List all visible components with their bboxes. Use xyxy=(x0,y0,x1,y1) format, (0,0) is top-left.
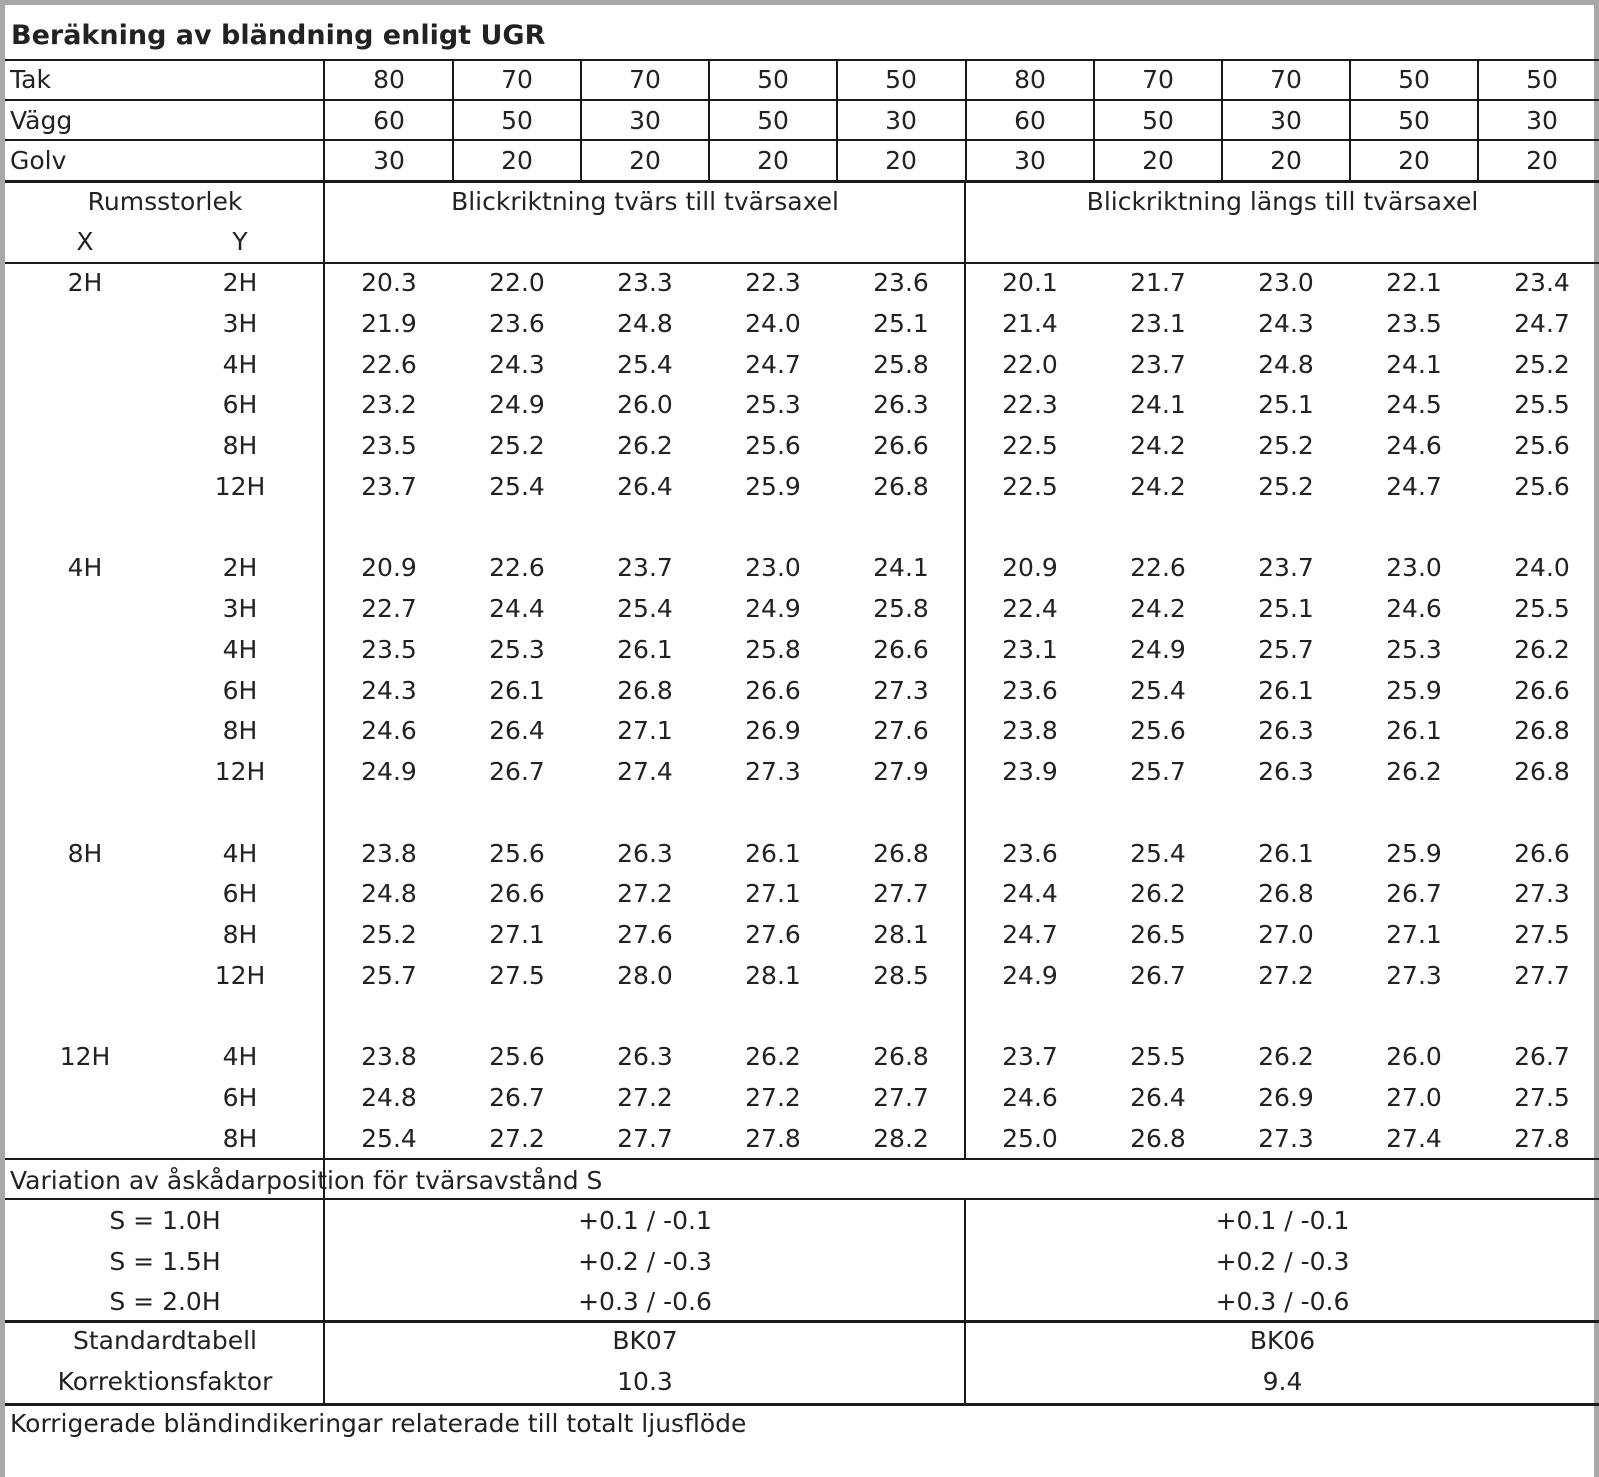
variation-along: +0.3 / -0.6 xyxy=(1215,1287,1350,1316)
room-y-value: 12H xyxy=(214,757,266,786)
spacing-value: S = 2.0H xyxy=(109,1287,221,1316)
ugr-value: 26.0 xyxy=(617,390,673,420)
ugr-value: 24.3 xyxy=(1258,308,1314,338)
ugr-value: 23.8 xyxy=(361,1042,417,1072)
room-y-value: 4H xyxy=(222,838,258,868)
ugr-value: 27.7 xyxy=(873,1083,929,1112)
room-x-value: 12H xyxy=(59,1042,111,1072)
ugr-value: 25.8 xyxy=(873,594,929,623)
ugr-value: 27.7 xyxy=(1514,960,1570,990)
tak-value: 70 xyxy=(501,65,533,94)
ugr-value: 23.0 xyxy=(745,553,801,583)
ugr-value: 26.5 xyxy=(1130,920,1186,949)
ugr-value: 26.2 xyxy=(1130,879,1186,909)
golv-value: 20 xyxy=(885,146,917,175)
ugr-value: 26.6 xyxy=(1514,838,1570,868)
room-y-value: 8H xyxy=(222,716,258,746)
ugr-value: 25.2 xyxy=(1258,431,1314,460)
ugr-value: 26.7 xyxy=(489,757,545,786)
ugr-value: 26.6 xyxy=(489,879,545,909)
ugr-value: 23.8 xyxy=(1002,716,1058,746)
ugr-value: 27.1 xyxy=(489,920,545,949)
ugr-value: 22.1 xyxy=(1386,268,1442,297)
ugr-value: 23.7 xyxy=(361,471,417,501)
room-y-value: 3H xyxy=(222,308,258,338)
ugr-value: 25.6 xyxy=(1514,431,1570,460)
ugr-value: 25.3 xyxy=(489,634,545,664)
ugr-value: 25.6 xyxy=(489,1042,545,1072)
ugr-value: 25.6 xyxy=(1130,716,1186,746)
golv-value: 20 xyxy=(1142,146,1174,175)
ugr-value: 24.2 xyxy=(1130,471,1186,501)
ugr-value: 24.6 xyxy=(1386,431,1442,460)
room-y-value: 12H xyxy=(214,471,266,501)
ugr-value: 26.8 xyxy=(1258,879,1314,909)
footer-note: Korrigerade bländindikeringar relaterade till totalt ljusflöde xyxy=(10,1409,747,1438)
room-x-label: X xyxy=(76,227,94,256)
vagg-value: 30 xyxy=(1270,106,1302,135)
ugr-value: 27.3 xyxy=(1386,960,1442,990)
ugr-value: 25.4 xyxy=(361,1123,417,1153)
ugr-value: 25.6 xyxy=(745,431,801,460)
ugr-value: 27.3 xyxy=(1514,879,1570,909)
room-y-value: 8H xyxy=(222,431,258,460)
ugr-value: 27.7 xyxy=(873,879,929,909)
ugr-value: 27.2 xyxy=(489,1123,545,1153)
ugr-value: 27.6 xyxy=(873,716,929,746)
ugr-value: 26.8 xyxy=(873,1042,929,1072)
ugr-value: 25.5 xyxy=(1130,1042,1186,1072)
correction-factor-across: 10.3 xyxy=(617,1367,673,1396)
ugr-value: 23.7 xyxy=(1002,1042,1058,1072)
ugr-value: 24.2 xyxy=(1130,431,1186,460)
room-y-value: 8H xyxy=(222,1123,258,1153)
ugr-value: 25.7 xyxy=(1130,757,1186,786)
ugr-value: 24.1 xyxy=(1130,390,1186,420)
room-y-value: 8H xyxy=(222,920,258,949)
ugr-value: 21.7 xyxy=(1130,268,1186,297)
ugr-value: 25.4 xyxy=(617,594,673,623)
ugr-value: 25.7 xyxy=(361,960,417,990)
room-x-value: 4H xyxy=(67,553,103,583)
room-y-value: 4H xyxy=(222,634,258,664)
ugr-value: 25.8 xyxy=(745,634,801,664)
ugr-value: 26.1 xyxy=(1258,675,1314,705)
room-y-value: 4H xyxy=(222,1042,258,1072)
ugr-value: 26.8 xyxy=(873,471,929,501)
vagg-value: 30 xyxy=(885,106,917,135)
ugr-value: 26.3 xyxy=(617,1042,673,1072)
ugr-value: 24.7 xyxy=(1514,308,1570,338)
direction-along-header: Blickriktning längs till tvärsaxel xyxy=(1086,187,1479,216)
ugr-value: 25.0 xyxy=(1002,1123,1058,1153)
ugr-value: 23.4 xyxy=(1514,268,1570,297)
ugr-value: 20.9 xyxy=(361,553,417,583)
ugr-value: 24.0 xyxy=(745,308,801,338)
ugr-value: 27.1 xyxy=(1386,920,1442,949)
room-size-label: Rumsstorlek xyxy=(87,187,243,216)
ugr-value: 26.2 xyxy=(1386,757,1442,786)
golv-value: 30 xyxy=(1014,146,1046,175)
ugr-value: 26.7 xyxy=(1130,960,1186,990)
ugr-value: 24.3 xyxy=(361,675,417,705)
standard-table-label: Standardtabell xyxy=(73,1326,257,1355)
ugr-value: 22.3 xyxy=(745,268,801,297)
ugr-value: 25.6 xyxy=(489,838,545,868)
ugr-value: 27.4 xyxy=(1386,1123,1442,1153)
spacing-value: S = 1.5H xyxy=(109,1246,221,1276)
vagg-value: 30 xyxy=(1526,106,1558,135)
tak-value: 50 xyxy=(757,65,789,94)
golv-value: 20 xyxy=(1398,146,1430,175)
golv-value: 30 xyxy=(373,146,405,175)
ugr-value: 24.4 xyxy=(489,594,545,623)
tak-value: 70 xyxy=(1142,65,1174,94)
ugr-value: 20.1 xyxy=(1002,268,1058,297)
ugr-value: 27.7 xyxy=(617,1123,673,1153)
ugr-value: 23.5 xyxy=(361,634,417,664)
ugr-value: 27.1 xyxy=(745,879,801,909)
ugr-value: 27.4 xyxy=(617,757,673,786)
ugr-value: 25.1 xyxy=(1258,390,1314,420)
ugr-value: 26.7 xyxy=(1514,1042,1570,1072)
ugr-value: 24.7 xyxy=(1386,471,1442,501)
tak-value: 50 xyxy=(1398,65,1430,94)
ugr-value: 26.8 xyxy=(1130,1123,1186,1153)
ugr-value: 26.8 xyxy=(1514,716,1570,746)
ugr-value: 26.4 xyxy=(1130,1083,1186,1112)
ugr-value: 27.0 xyxy=(1258,920,1314,949)
ugr-value: 26.6 xyxy=(1514,675,1570,705)
room-y-value: 12H xyxy=(214,960,266,990)
ugr-value: 22.3 xyxy=(1002,390,1058,420)
ugr-value: 22.5 xyxy=(1002,471,1058,501)
tak-label: Tak xyxy=(10,65,51,94)
ugr-value: 24.9 xyxy=(745,594,801,623)
ugr-value: 26.3 xyxy=(617,838,673,868)
ugr-value: 23.7 xyxy=(1258,553,1314,583)
variation-across: +0.1 / -0.1 xyxy=(578,1206,712,1235)
ugr-value: 25.9 xyxy=(1386,838,1442,868)
tak-value: 50 xyxy=(1526,65,1558,94)
ugr-value: 22.0 xyxy=(489,268,545,297)
correction-factor-label: Korrektionsfaktor xyxy=(57,1367,273,1396)
ugr-value: 25.6 xyxy=(1514,471,1570,501)
ugr-value: 27.5 xyxy=(1514,920,1570,949)
ugr-value: 23.2 xyxy=(361,390,417,420)
ugr-value: 24.7 xyxy=(1002,920,1058,949)
ugr-value: 25.9 xyxy=(745,471,801,501)
ugr-value: 20.3 xyxy=(361,268,417,297)
vagg-value: 50 xyxy=(1398,106,1430,135)
golv-value: 20 xyxy=(1270,146,1302,175)
ugr-value: 23.0 xyxy=(1386,553,1442,583)
ugr-value: 27.2 xyxy=(617,879,673,909)
ugr-value: 23.9 xyxy=(1002,757,1058,786)
ugr-value: 25.9 xyxy=(1386,675,1442,705)
ugr-value: 26.1 xyxy=(1386,716,1442,746)
ugr-value: 27.1 xyxy=(617,716,673,746)
spacing-value: S = 1.0H xyxy=(109,1206,221,1235)
ugr-value: 25.4 xyxy=(489,471,545,501)
ugr-value: 27.5 xyxy=(1514,1083,1570,1112)
ugr-value: 28.1 xyxy=(745,960,801,990)
ugr-value: 24.9 xyxy=(1002,960,1058,990)
ugr-value: 25.4 xyxy=(1130,838,1186,868)
ugr-value: 27.9 xyxy=(873,757,929,786)
ugr-value: 23.1 xyxy=(1130,308,1186,338)
golv-value: 20 xyxy=(501,146,533,175)
ugr-value: 25.4 xyxy=(1130,675,1186,705)
ugr-value: 26.3 xyxy=(1258,716,1314,746)
ugr-value: 23.7 xyxy=(1130,349,1186,379)
ugr-value: 24.0 xyxy=(1514,553,1570,583)
standard-table-across: BK07 xyxy=(612,1326,678,1355)
ugr-value: 24.8 xyxy=(361,1083,417,1112)
tak-value: 50 xyxy=(885,65,917,94)
ugr-value: 24.6 xyxy=(361,716,417,746)
ugr-value: 24.3 xyxy=(489,349,545,379)
ugr-value: 27.2 xyxy=(1258,960,1314,990)
ugr-value: 21.9 xyxy=(361,308,417,338)
ugr-value: 27.3 xyxy=(745,757,801,786)
ugr-value: 25.7 xyxy=(1258,634,1314,664)
ugr-value: 27.3 xyxy=(1258,1123,1314,1153)
ugr-value: 23.1 xyxy=(1002,634,1058,664)
vagg-value: 50 xyxy=(501,106,533,135)
ugr-value: 26.2 xyxy=(745,1042,801,1072)
tak-value: 80 xyxy=(373,65,405,94)
ugr-value: 22.4 xyxy=(1002,594,1058,623)
ugr-value: 26.7 xyxy=(489,1083,545,1112)
standard-table-along: BK06 xyxy=(1249,1326,1316,1355)
ugr-value: 24.9 xyxy=(489,390,545,420)
ugr-value: 25.2 xyxy=(361,920,417,949)
ugr-value: 24.7 xyxy=(745,349,801,379)
variation-label: Variation av åskådarposition för tvärsavstånd S xyxy=(10,1166,603,1195)
room-y-value: 4H xyxy=(222,349,258,379)
vagg-value: 30 xyxy=(629,106,661,135)
ugr-value: 25.3 xyxy=(1386,634,1442,664)
ugr-value: 23.5 xyxy=(1386,308,1442,338)
ugr-value: 22.6 xyxy=(1130,553,1186,583)
variation-along: +0.2 / -0.3 xyxy=(1215,1246,1350,1276)
ugr-value: 26.0 xyxy=(1386,1042,1442,1072)
ugr-value: 24.5 xyxy=(1386,390,1442,420)
ugr-value: 25.1 xyxy=(873,308,929,338)
room-y-label: Y xyxy=(232,227,248,256)
room-y-value: 6H xyxy=(222,675,258,705)
ugr-value: 26.2 xyxy=(617,431,673,460)
vagg-value: 60 xyxy=(1014,106,1046,135)
ugr-value: 26.6 xyxy=(873,431,929,460)
ugr-value: 23.5 xyxy=(361,431,417,460)
ugr-value: 28.0 xyxy=(617,960,673,990)
golv-value: 20 xyxy=(757,146,789,175)
room-y-value: 3H xyxy=(222,594,258,623)
ugr-value: 23.6 xyxy=(873,268,929,297)
ugr-value: 27.0 xyxy=(1386,1083,1442,1112)
ugr-value: 26.1 xyxy=(489,675,545,705)
ugr-value: 23.6 xyxy=(1002,675,1058,705)
vagg-value: 60 xyxy=(373,106,405,135)
vagg-value: 50 xyxy=(1142,106,1174,135)
ugr-value: 26.1 xyxy=(745,838,801,868)
ugr-value: 26.1 xyxy=(1258,838,1314,868)
vagg-label: Vägg xyxy=(10,106,73,135)
ugr-value: 25.5 xyxy=(1514,390,1570,420)
ugr-value: 27.6 xyxy=(745,920,801,949)
ugr-value: 26.6 xyxy=(873,634,929,664)
ugr-value: 24.1 xyxy=(1386,349,1442,379)
ugr-value: 24.8 xyxy=(361,879,417,909)
room-y-value: 6H xyxy=(222,390,258,420)
ugr-value: 24.4 xyxy=(1002,879,1058,909)
ugr-value: 26.8 xyxy=(617,675,673,705)
ugr-value: 24.9 xyxy=(1130,634,1186,664)
ugr-value: 27.5 xyxy=(489,960,545,990)
ugr-value: 28.5 xyxy=(873,960,929,990)
variation-along: +0.1 / -0.1 xyxy=(1215,1206,1350,1235)
tak-value: 70 xyxy=(1270,65,1302,94)
ugr-value: 28.2 xyxy=(873,1123,929,1153)
ugr-value: 23.3 xyxy=(617,268,673,297)
ugr-value: 26.9 xyxy=(745,716,801,746)
room-y-value: 6H xyxy=(222,1083,258,1112)
room-x-value: 2H xyxy=(67,268,103,297)
table-title: Beräkning av bländning enligt UGR xyxy=(11,20,546,51)
golv-value: 20 xyxy=(629,146,661,175)
tak-value: 70 xyxy=(629,65,661,94)
variation-across: +0.2 / -0.3 xyxy=(578,1246,712,1276)
ugr-value: 27.8 xyxy=(745,1123,801,1153)
ugr-value: 22.7 xyxy=(361,594,417,623)
ugr-value: 24.1 xyxy=(873,553,929,583)
ugr-value: 25.4 xyxy=(617,349,673,379)
ugr-value: 27.2 xyxy=(745,1083,801,1112)
ugr-value: 25.2 xyxy=(1258,471,1314,501)
ugr-value: 27.6 xyxy=(617,920,673,949)
ugr-value: 26.9 xyxy=(1258,1083,1314,1112)
ugr-value: 24.2 xyxy=(1130,594,1186,623)
ugr-value: 20.9 xyxy=(1002,553,1058,583)
ugr-value: 26.2 xyxy=(1514,634,1570,664)
ugr-value: 24.6 xyxy=(1002,1083,1058,1112)
ugr-value: 24.8 xyxy=(617,308,673,338)
golv-label: Golv xyxy=(10,146,67,175)
ugr-value: 24.9 xyxy=(361,757,417,786)
correction-factor-along: 9.4 xyxy=(1262,1367,1303,1396)
ugr-value: 26.7 xyxy=(1386,879,1442,909)
ugr-value: 25.1 xyxy=(1258,594,1314,623)
ugr-value: 25.2 xyxy=(489,431,545,460)
ugr-value: 23.6 xyxy=(1002,838,1058,868)
ugr-value: 22.0 xyxy=(1002,349,1058,379)
ugr-value: 22.5 xyxy=(1002,431,1058,460)
ugr-value: 26.2 xyxy=(1258,1042,1314,1072)
ugr-value: 25.3 xyxy=(745,390,801,420)
direction-across-header: Blickriktning tvärs till tvärsaxel xyxy=(451,187,839,216)
room-y-value: 6H xyxy=(222,879,258,909)
ugr-value: 22.6 xyxy=(361,349,417,379)
ugr-value: 26.3 xyxy=(1258,757,1314,786)
ugr-value: 24.8 xyxy=(1258,349,1314,379)
variation-across: +0.3 / -0.6 xyxy=(578,1287,712,1316)
ugr-value: 25.2 xyxy=(1514,349,1570,379)
ugr-value: 27.3 xyxy=(873,675,929,705)
vagg-value: 50 xyxy=(757,106,789,135)
ugr-value: 22.6 xyxy=(489,553,545,583)
room-x-value: 8H xyxy=(67,838,103,868)
ugr-value: 26.4 xyxy=(489,716,545,746)
room-y-value: 2H xyxy=(222,268,258,297)
tak-value: 80 xyxy=(1014,65,1046,94)
ugr-value: 25.5 xyxy=(1514,594,1570,623)
ugr-value: 27.8 xyxy=(1514,1123,1570,1153)
golv-value: 20 xyxy=(1526,146,1558,175)
room-y-value: 2H xyxy=(222,553,258,583)
ugr-value: 23.6 xyxy=(489,308,545,338)
ugr-value: 23.7 xyxy=(617,553,673,583)
ugr-value: 26.6 xyxy=(745,675,801,705)
ugr-value: 28.1 xyxy=(873,920,929,949)
ugr-value: 26.1 xyxy=(617,634,673,664)
ugr-value: 21.4 xyxy=(1002,308,1058,338)
ugr-value: 24.6 xyxy=(1386,594,1442,623)
ugr-value: 23.8 xyxy=(361,838,417,868)
ugr-value: 25.8 xyxy=(873,349,929,379)
ugr-value: 26.8 xyxy=(873,838,929,868)
ugr-value: 26.4 xyxy=(617,471,673,501)
ugr-value: 26.3 xyxy=(873,390,929,420)
ugr-value: 23.0 xyxy=(1258,268,1314,297)
ugr-value: 27.2 xyxy=(617,1083,673,1112)
ugr-value: 26.8 xyxy=(1514,757,1570,786)
